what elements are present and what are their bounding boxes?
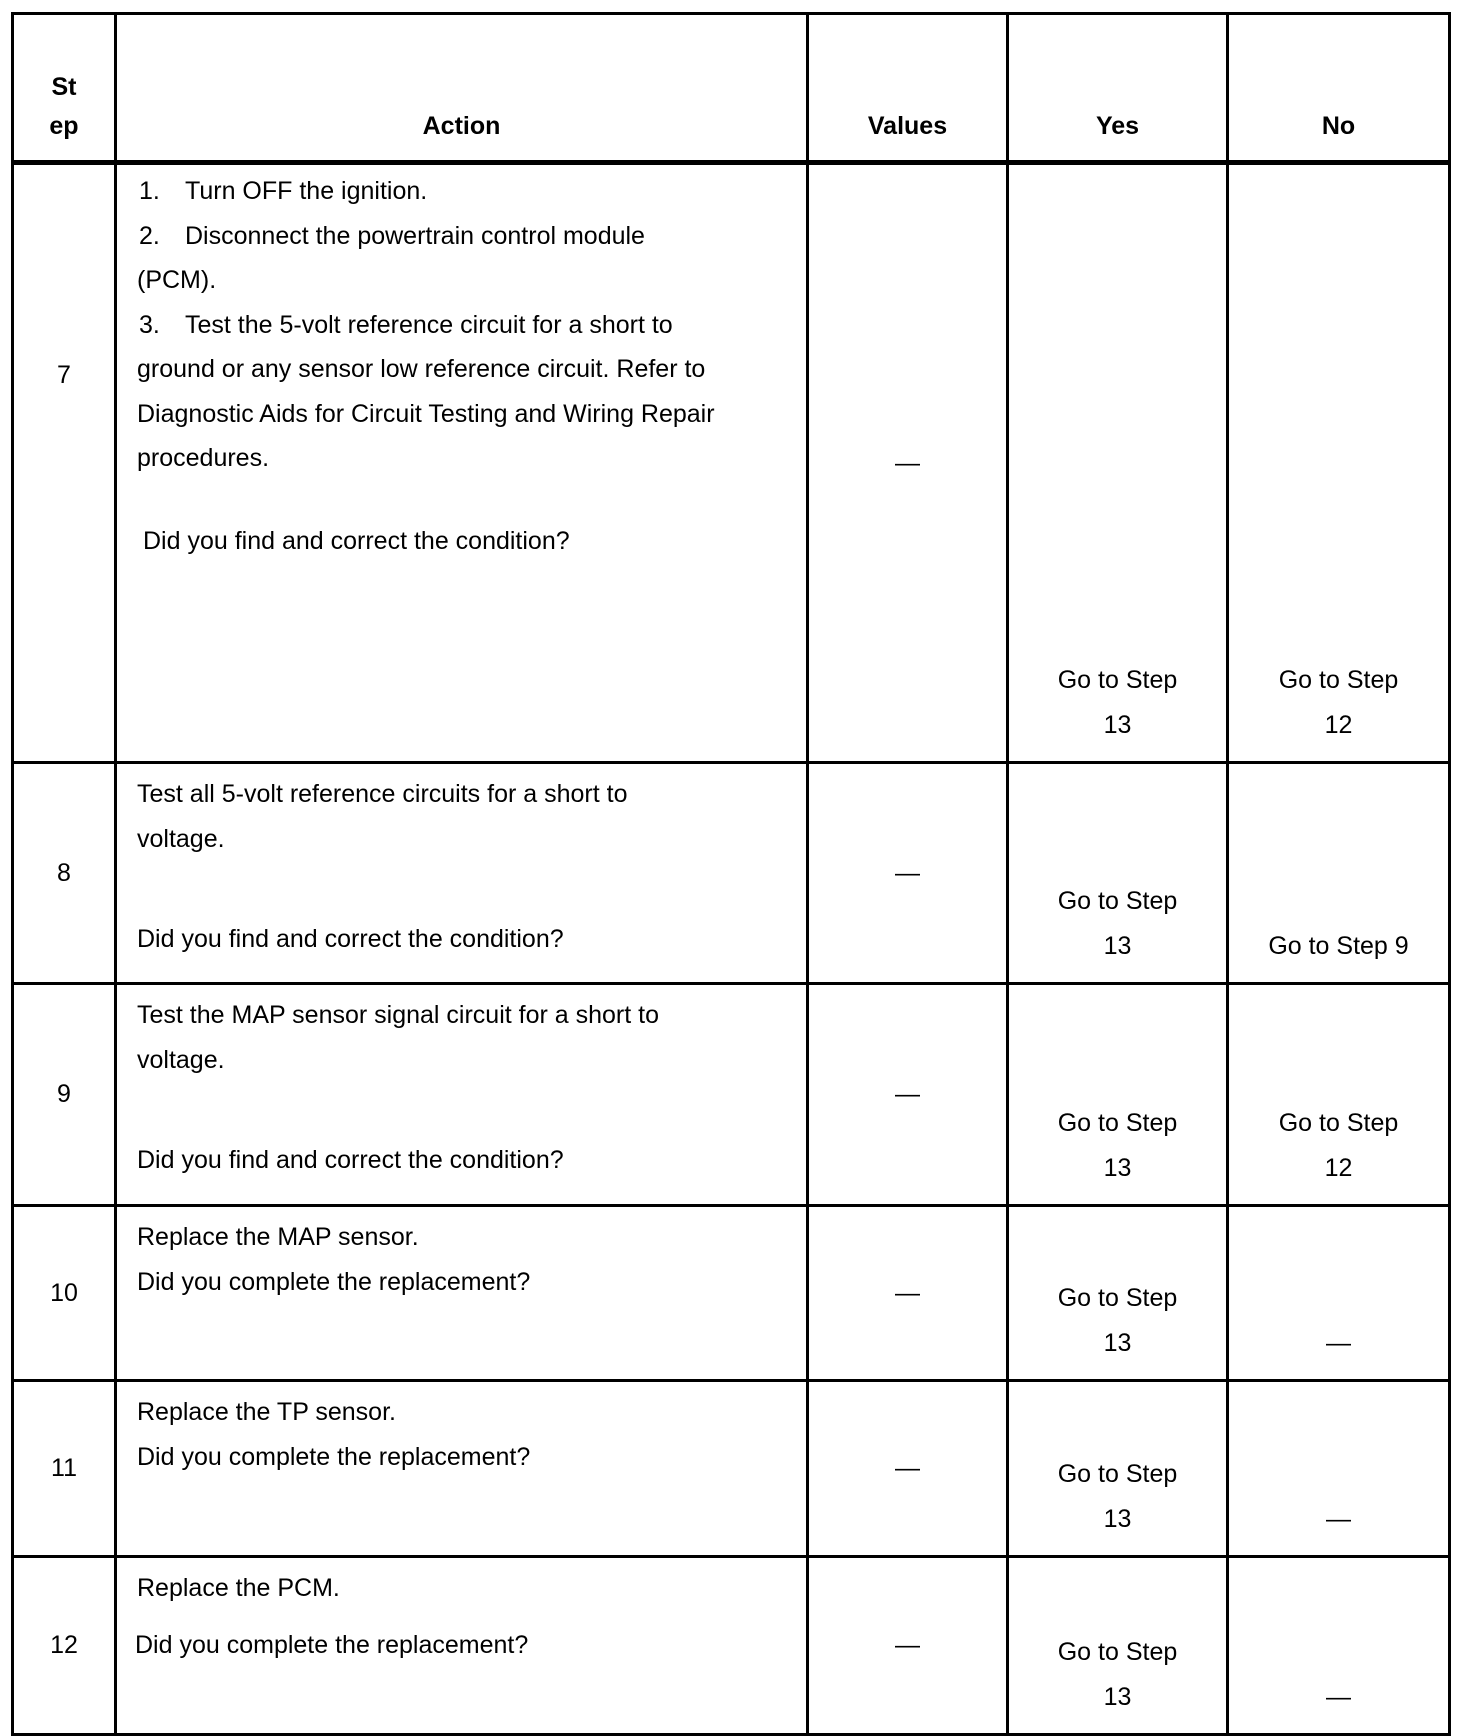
no-cell: Go to Step 12 xyxy=(1228,163,1450,763)
action-question: Did you find and correct the condition? xyxy=(143,526,570,555)
values-cell: — xyxy=(808,763,1008,984)
table-row xyxy=(13,1381,1450,1557)
values-cell: — xyxy=(808,1206,1008,1381)
action-question: Did you find and correct the condition? xyxy=(137,925,564,953)
step-number: 9 xyxy=(13,984,116,1206)
action-cell xyxy=(116,984,808,1206)
action-step: 1. Turn OFF the ignition. xyxy=(139,177,428,205)
yes-cell: Go to Step 13 xyxy=(1008,1206,1228,1381)
action-step: 3. Test the 5-volt reference circuit for a short to ground or any sensor low reference circuit. Refer to Diagnostic Aids for Circuit Testing and Wiring Repair procedures. xyxy=(137,310,715,472)
action-step: 2. Disconnect the powertrain control module (PCM). xyxy=(137,221,645,294)
values-cell: — xyxy=(808,163,1008,763)
table-header-row xyxy=(13,14,1450,163)
step-number: 10 xyxy=(13,1206,116,1381)
step-number: 12 xyxy=(13,1557,116,1735)
yes-cell: Go to Step 13 xyxy=(1008,163,1228,763)
yes-cell: Go to Step 13 xyxy=(1008,763,1228,984)
no-cell: Go to Step 9 xyxy=(1228,763,1450,984)
yes-cell: Go to Step 13 xyxy=(1008,984,1228,1206)
step-number: 11 xyxy=(13,1381,116,1557)
yes-cell: Go to Step 13 xyxy=(1008,1557,1228,1735)
action-cell xyxy=(116,1381,808,1557)
header-no: No xyxy=(1228,14,1450,163)
yes-cell: Go to Step 13 xyxy=(1008,1381,1228,1557)
header-step: St ep xyxy=(13,14,116,163)
step-number: 7 xyxy=(13,163,116,763)
action-question: Did you complete the replacement? xyxy=(137,1442,531,1471)
action-text: Test all 5-volt reference circuits for a short to voltage. xyxy=(137,780,628,853)
table-row xyxy=(13,984,1450,1206)
values-cell: — xyxy=(808,984,1008,1206)
table-row xyxy=(13,163,1450,763)
action-text: Replace the TP sensor. xyxy=(137,1398,396,1426)
action-text: Test the MAP sensor signal circuit for a short to voltage. xyxy=(137,1001,659,1074)
action-text: Replace the MAP sensor. xyxy=(137,1223,419,1251)
action-cell xyxy=(116,763,808,984)
diagnostic-table xyxy=(11,12,1448,1736)
action-text: Replace the PCM. xyxy=(137,1574,340,1602)
action-cell xyxy=(116,1206,808,1381)
step-number: 8 xyxy=(13,763,116,984)
header-values: Values xyxy=(808,14,1008,163)
no-cell: Go to Step 12 xyxy=(1228,984,1450,1206)
no-cell: — xyxy=(1228,1206,1450,1381)
action-question: Did you complete the replacement? xyxy=(137,1267,531,1296)
action-question: Did you find and correct the condition? xyxy=(137,1146,564,1174)
table-row xyxy=(13,1206,1450,1381)
table-row xyxy=(13,1557,1450,1735)
action-question: Did you complete the replacement? xyxy=(135,1630,529,1659)
values-cell: — xyxy=(808,1557,1008,1735)
header-action: Action xyxy=(116,14,808,163)
no-cell: — xyxy=(1228,1557,1450,1735)
no-cell: — xyxy=(1228,1381,1450,1557)
header-yes: Yes xyxy=(1008,14,1228,163)
action-cell xyxy=(116,1557,808,1735)
values-cell: — xyxy=(808,1381,1008,1557)
action-cell xyxy=(116,163,808,763)
table-row xyxy=(13,763,1450,984)
